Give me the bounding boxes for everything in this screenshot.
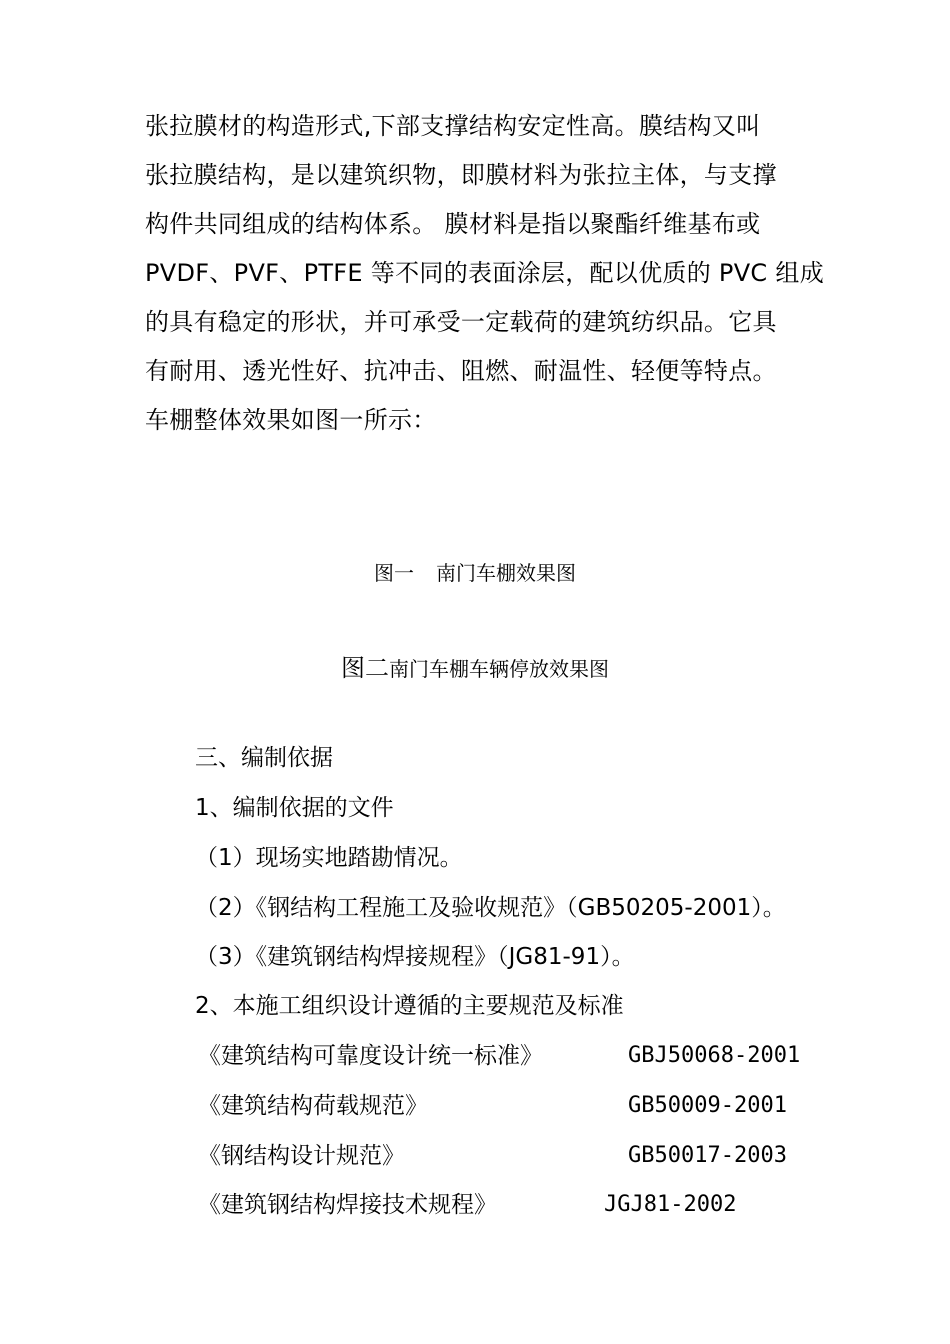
paragraph-line: 张拉膜结构，是以建筑织物，即膜材料为张拉主体，与支撑 (145, 161, 777, 189)
section-heading: 三、编制依据 (195, 745, 333, 771)
paragraph-line: 构件共同组成的结构体系。 膜材料是指以聚酯纤维基布或 (145, 210, 761, 238)
figure-1-caption (0, 558, 950, 588)
basis-item: （3）《建筑钢结构焊接规程》（JG81-91）。 (195, 944, 635, 970)
standard-name: 《建筑钢结构焊接技术规程》 (198, 1192, 497, 1218)
paragraph-line: 车棚整体效果如图一所示： (145, 406, 437, 434)
paragraph-line: 有耐用、透光性好、抗冲击、阻燃、耐温性、轻便等特点。 (145, 357, 777, 385)
subsection-2-heading: 2、本施工组织设计遵循的主要规范及标准 (195, 993, 624, 1019)
standard-name: 《钢结构设计规范》 (198, 1143, 405, 1169)
subsection-1-heading: 1、编制依据的文件 (195, 795, 394, 821)
standard-name: 《建筑结构荷载规范》 (198, 1093, 428, 1119)
standard-code: JGJ81-2002 (604, 1192, 737, 1217)
figure-1-title: 南门车棚效果图 (436, 561, 576, 585)
body-paragraph (145, 102, 825, 445)
basis-item: （2）《钢结构工程施工及验收规范》（GB50205-2001）。 (195, 895, 786, 921)
basis-item: （1）现场实地踏勘情况。 (195, 845, 463, 871)
figure-2-label: 图二 (341, 654, 389, 682)
figure-1-label: 图一 (374, 561, 414, 585)
paragraph-line: 的具有稳定的形状，并可承受一定载荷的建筑纺织品。它具 (145, 308, 777, 336)
figure-2-title: 南门车棚车辆停放效果图 (389, 657, 609, 681)
standard-code: GB50009-2001 (628, 1093, 787, 1118)
paragraph-line: PVDF、PVF、PTFE 等不同的表面涂层，配以优质的 PVC 组成 (145, 259, 825, 287)
standard-code: GB50017-2003 (628, 1143, 787, 1168)
standard-code: GBJ50068-2001 (628, 1043, 801, 1068)
standard-name: 《建筑结构可靠度设计统一标准》 (198, 1043, 543, 1069)
paragraph-line: 张拉膜材的构造形式,下部支撑结构安定性高。膜结构又叫 (145, 112, 761, 140)
figure-2-caption (0, 653, 950, 684)
